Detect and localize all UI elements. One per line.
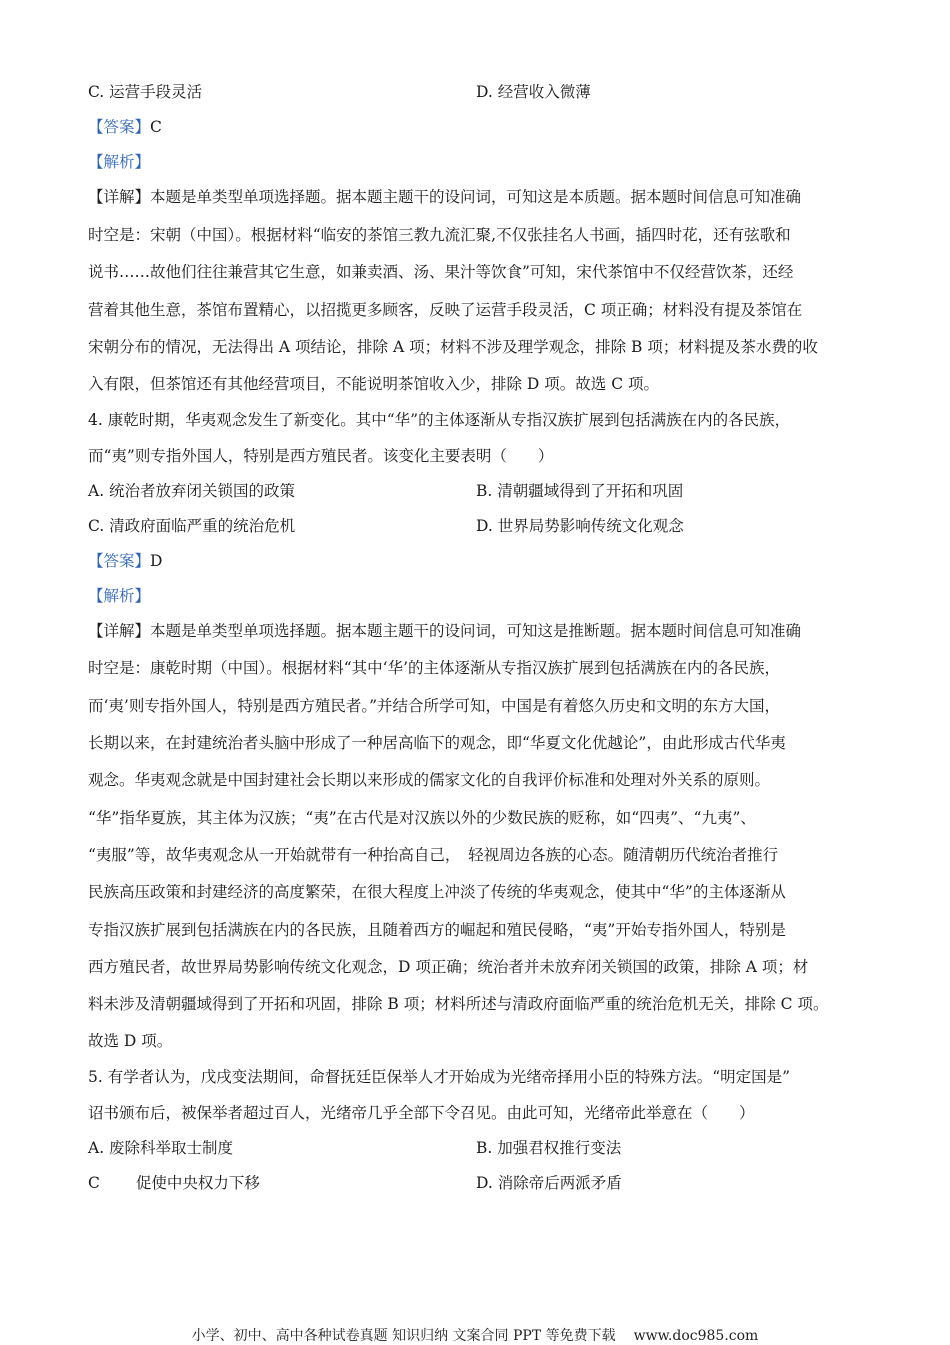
q4-answer bbox=[88, 551, 162, 571]
q5-option-c bbox=[88, 1173, 260, 1193]
q4-detail-line: 专指汉族扩展到包括满族在内的各民族，且随着西方的崛起和殖民侵略，“夷”开始专指外国人，特别是 bbox=[88, 921, 786, 939]
q5-option-d: D. 消除帝后两派矛盾 bbox=[476, 1174, 622, 1192]
q3-option-c: C. 运营手段灵活 bbox=[88, 83, 203, 101]
option-text: 促使中央权力下移 bbox=[135, 1174, 260, 1192]
q3-detail-line: 说书……故他们往往兼营其它生意，如兼卖酒、汤、果汁等饮食”可知，宋代茶馆中不仅经营饮茶，还经 bbox=[88, 263, 794, 281]
q4-detail-line: 民族高压政策和封建经济的高度繁荣，在很大程度上冲淡了传统的华夷观念，使其中“华”的主体逐渐从 bbox=[88, 883, 786, 901]
answer-value: C bbox=[150, 118, 162, 136]
q5-option-b: B. 加强君权推行变法 bbox=[476, 1139, 622, 1157]
q4-option-b: B. 清朝疆域得到了开拓和巩固 bbox=[476, 482, 684, 500]
detail-text: 本题是单类型单项选择题。据本题主题干的设问词，可知这是推断题。据本题时间信息可知准确 bbox=[150, 622, 802, 640]
q4-option-c: C. 清政府面临严重的统治危机 bbox=[88, 517, 296, 535]
q4-detail-line: 时空是：康乾时期（中国）。根据材料“其中‘华’的主体逐渐从专指汉族扩展到包括满族在内的各民族， bbox=[88, 659, 781, 677]
q4-detail-line: 而‘夷’则专指外国人，特别是西方殖民者。”并结合所学可知，中国是有着悠久历史和文明的东方大国， bbox=[88, 697, 781, 715]
q4-detail-line bbox=[88, 621, 801, 641]
q3-detail-line: 入有限，但茶馆还有其他经营项目，不能说明茶馆收入少，排除 D 项。故选 C 项。 bbox=[88, 375, 659, 393]
q4-option-a: A. 统治者放弃闭关锁国的政策 bbox=[88, 482, 296, 500]
q4-detail-line: “夷服”等，故华夷观念从一开始就带有一种抬高自己， 轻视周边各族的心态。随清朝历代统治者推行 bbox=[88, 846, 779, 864]
q3-detail-line: 宋朝分布的情况，无法得出 A 项结论，排除 A 项；材料不涉及理学观念，排除 B 项；材料提及茶水费的收 bbox=[88, 338, 818, 356]
q3-analysis-label: 【解析】 bbox=[88, 153, 151, 171]
q5-stem-line: 诏书颁布后，被保举者超过百人，光绪帝几乎全部下令召见。由此可知，光绪帝此举意在（ ） bbox=[88, 1104, 755, 1122]
q4-detail-line: 观念。华夷观念就是中国封建社会长期以来形成的儒家文化的自我评价标准和处理对外关系的原则。 bbox=[88, 771, 771, 789]
q4-detail-line: “华”指华夏族，其主体为汉族；“夷”在古代是对汉族以外的少数民族的贬称，如“四夷”、“九夷”、 bbox=[88, 809, 756, 827]
detail-label: 【详解】 bbox=[88, 622, 151, 640]
answer-label: 【答案】 bbox=[88, 552, 151, 570]
q3-detail-line bbox=[88, 187, 801, 207]
answer-value: D bbox=[150, 552, 163, 570]
q3-option-d: D. 经营收入微薄 bbox=[476, 83, 591, 101]
option-letter: C bbox=[88, 1174, 100, 1192]
q4-stem-line: 4. 康乾时期，华夷观念发生了新变化。其中“华”的主体逐渐从专指汉族扩展到包括满族在内的各民族， bbox=[88, 411, 791, 429]
answer-label: 【答案】 bbox=[88, 118, 151, 136]
detail-label: 【详解】 bbox=[88, 188, 151, 206]
page-footer bbox=[0, 1325, 950, 1345]
q4-detail-line: 西方殖民者，故世界局势影响传统文化观念，D 项正确；统治者并未放弃闭关锁国的政策，排除 A 项；材 bbox=[88, 958, 809, 976]
q5-stem-line: 5. 有学者认为，戊戌变法期间，命督抚廷臣保举人才开始成为光绪帝择用小臣的特殊方法。“明定国是” bbox=[88, 1068, 791, 1086]
q4-stem-line: 而“夷”则专指外国人，特别是西方殖民者。该变化主要表明（ ） bbox=[88, 447, 554, 465]
q4-option-d: D. 世界局势影响传统文化观念 bbox=[476, 517, 684, 535]
q3-detail-line: 营着其他生意，茶馆布置精心，以招揽更多顾客，反映了运营手段灵活，C 项正确；材料没有提及茶馆在 bbox=[88, 301, 803, 319]
detail-text: 本题是单类型单项选择题。据本题主题干的设问词，可知这是本质题。据本题时间信息可知准确 bbox=[150, 188, 802, 206]
footer-site[interactable]: www.doc985.com bbox=[633, 1328, 759, 1344]
q5-option-a: A. 废除科举取士制度 bbox=[88, 1139, 234, 1157]
q3-detail-line: 时空是：宋朝（中国）。根据材料“临安的茶馆三教九流汇聚,不仅张挂名人书画，插四时花，还有弦歌和 bbox=[88, 226, 791, 244]
q4-detail-line: 故选 D 项。 bbox=[88, 1032, 173, 1050]
footer-text: 小学、初中、高中各种试卷真题 知识归纳 文案合同 PPT 等免费下载 bbox=[191, 1328, 616, 1344]
q4-detail-line: 料未涉及清朝疆域得到了开拓和巩固，排除 B 项；材料所述与清政府面临严重的统治危机无关，排除 C 项。 bbox=[88, 995, 829, 1013]
q4-detail-line: 长期以来，在封建统治者头脑中形成了一种居高临下的观念，即“华夏文化优越论”，由此形成古代华夷 bbox=[88, 734, 786, 752]
q4-analysis-label: 【解析】 bbox=[88, 587, 151, 605]
q3-answer bbox=[88, 117, 162, 137]
